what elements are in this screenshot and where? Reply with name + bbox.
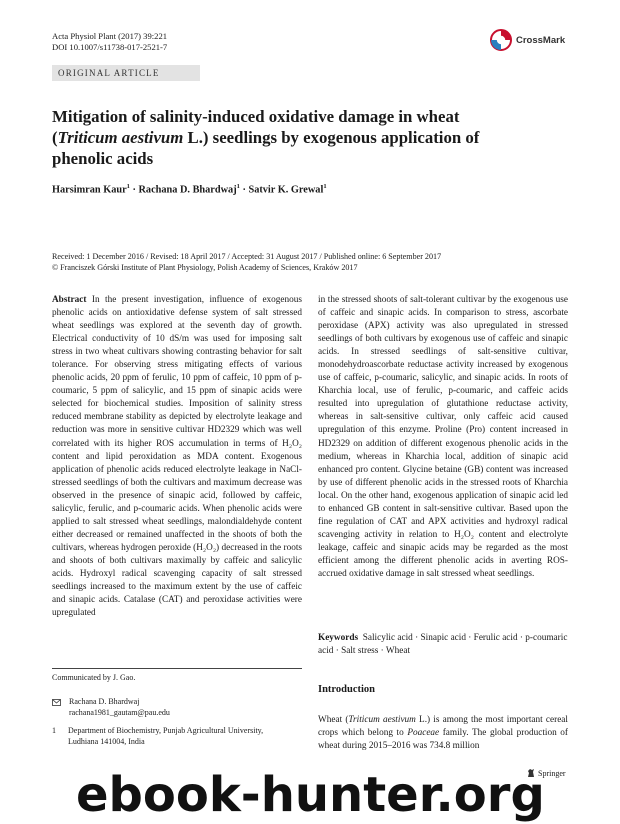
affil-text: Department of Biochemistry, Punjab Agricultural University, Ludhiana 141004, India [68,726,264,746]
author-separator: · [129,184,139,196]
watermark: ebook-hunter.org [76,767,545,823]
crossmark-badge[interactable] [490,29,565,51]
abstract-right-column [318,294,568,581]
abstract-label: Abstract [52,295,87,305]
abstract-paragraph [52,294,302,620]
title-part-1: Mitigation of salinity-induced oxidative damage in wheat ( [52,107,460,147]
introduction-text [318,714,568,753]
title-part-2: L.) seedlings by exogenous application of phenolic acids [52,128,480,168]
intro-species: Triticum aestivum [348,715,416,725]
publisher-name: Springer [538,768,566,778]
author-separator: · [239,184,249,196]
history-line: Received: 1 December 2016 / Revised: 18 April 2017 / Accepted: 31 August 2017 / Published online: 6 September 2017 [52,252,442,261]
corresp-email[interactable]: rachana1981_gautam@pau.edu [69,707,170,717]
doi-line[interactable]: DOI 10.1007/s11738-017-2521-7 [52,42,168,52]
article-type-banner: ORIGINAL ARTICLE [52,65,200,81]
keywords-label: Keywords [318,633,359,643]
author-name[interactable]: Rachana D. Bhardwaj [138,184,237,196]
crossmark-icon [490,29,512,51]
author-list [52,183,327,195]
abstract-text-left: In the present investigation, influence of exogenous phenolic acids on antioxidative defense system of salt stressed wheat seedlings was explored at the seventh day of growth. Electrical conductivity of 10 dS/m was used for imposing salt stress in two wheat cultivars showing contrasting behavior for salt tolerance. For observing stress mitigating effects of various phenolic acids, 20 ppm of ferulic, 10 ppm of caffeic, 10 ppm of p-coumaric, 5 ppm of salicylic, and 15 ppm of sinapic acids were selected for biochemical studies. Imposition of salinity stress reduced membrane stability as depicted by electrolyte leakage and reduction was more in sensitive cultivar HD2329 which was well correlated with its higher ROS accumulation in terms of H₂O₂ content and lipid peroxidation as MDA content. Exogenous application of phenolic acids reduced electrolyte leakage in NaCl-stressed seedlings of both the cultivars and maximum decrease was observed in the presence of sinapic acid, followed by caffeic, salicylic, ferulic, and p-coumaric acids. When phenolic acids were applied to salt stressed wheat seedlings, malondialdehyde content either decreased or remained unaffected in the shoots of both the cultivars, whereas hydrogen peroxide (H₂O₂) decreased in the roots and shoots of both cultivars maximally by caffeic and salicylic acids. Hydroxyl radical scavenging capacity of salt stressed seedlings increased to the maximum extent by the use of caffeic and sinapic acids. Catalase (CAT) and peroxidase activities were upregulated [52,295,303,619]
abstract-text-right: in the stressed shoots of salt-tolerant cultivar by the exogenous use of caffeic and sinapic acids. In comparison to stress, ascorbate peroxidase (APX) activity was also upregulated in stressed seedlings of both cultivars by exogenous use of caffeic and sinapic acids. In stressed seedlings of salt-sensitive cultivar, monodehydroascorbate reductase activity increased by exogenous use of caffeic, p-coumaric, salicylic, and sinapic acids. In roots of Kharchia local, use of ferulic, p-coumaric, and caffeic acids resulted into upregulation of glutathione reductase activity, whereas in salt-sensitive cultivar, only caffeic acid caused upregulation of this enzyme. Proline (Pro) content increased in HD2329 on addition of different exogenous phenolic acids in the medium, whereas in Kharchia local, addition of sinapic acid enhanced pro content. Glycine betaine (GB) content was increased by use of different phenolic acids in the stressed roots of Kharchia local. On the other hand, exogenous application of sinapic acid led to enhanced GB content in salt-sensitive cultivar. Based upon the fine regulation of CAT and APX activities and hydroxyl radical scavenging activity in relation to H₂O₂ content and electrolyte leakage, caffeic and sinapic acids may be regarded as the most efficient among the different phenolic acids in averting ROS-accrued oxidative damage in salt stressed wheat seedlings. [318,295,568,579]
author-affil-ref: 1 [323,183,327,190]
corresponding-author [52,697,170,718]
communicated-by: Communicated by J. Gao. [52,673,136,682]
keywords [318,632,568,658]
footnote-divider [52,668,302,669]
abstract-left-column [52,294,302,620]
author-name[interactable]: Satvir K. Grewal [248,184,324,196]
journal-citation [52,31,167,53]
affiliation [52,726,268,747]
title-species: Triticum aestivum [57,128,184,147]
author-affil-ref: 1 [126,183,130,190]
publication-dates [52,251,441,273]
intro-family: Poaceae [407,728,440,739]
copyright-line: © Franciszek Górski Institute of Plant Physiology, Polish Academy of Sciences, Kraków 2017 [52,263,358,272]
author-affil-ref: 1 [236,183,240,190]
journal-line: Acta Physiol Plant (2017) 39:221 [52,31,168,41]
keywords-list: Salicylic acid · Sinapic acid · Ferulic acid · p-coumaric acid · Salt stress · Wheat [318,633,568,657]
author-name[interactable]: Harsimran Kaur [52,184,127,196]
affil-number: 1 [52,726,56,735]
intro-text-b: L.) is among the most important cereal crops which belong to [318,715,568,739]
article-title [52,106,522,169]
section-heading-introduction: Introduction [318,684,375,695]
corresp-name: Rachana D. Bhardwaj [69,697,140,706]
intro-text-a: Wheat ( [318,715,349,725]
envelope-icon [52,699,61,706]
crossmark-label: CrossMark [516,34,566,46]
intro-text-c: family. The global production of wheat during 2015–2016 was 734.8 million [318,728,568,752]
